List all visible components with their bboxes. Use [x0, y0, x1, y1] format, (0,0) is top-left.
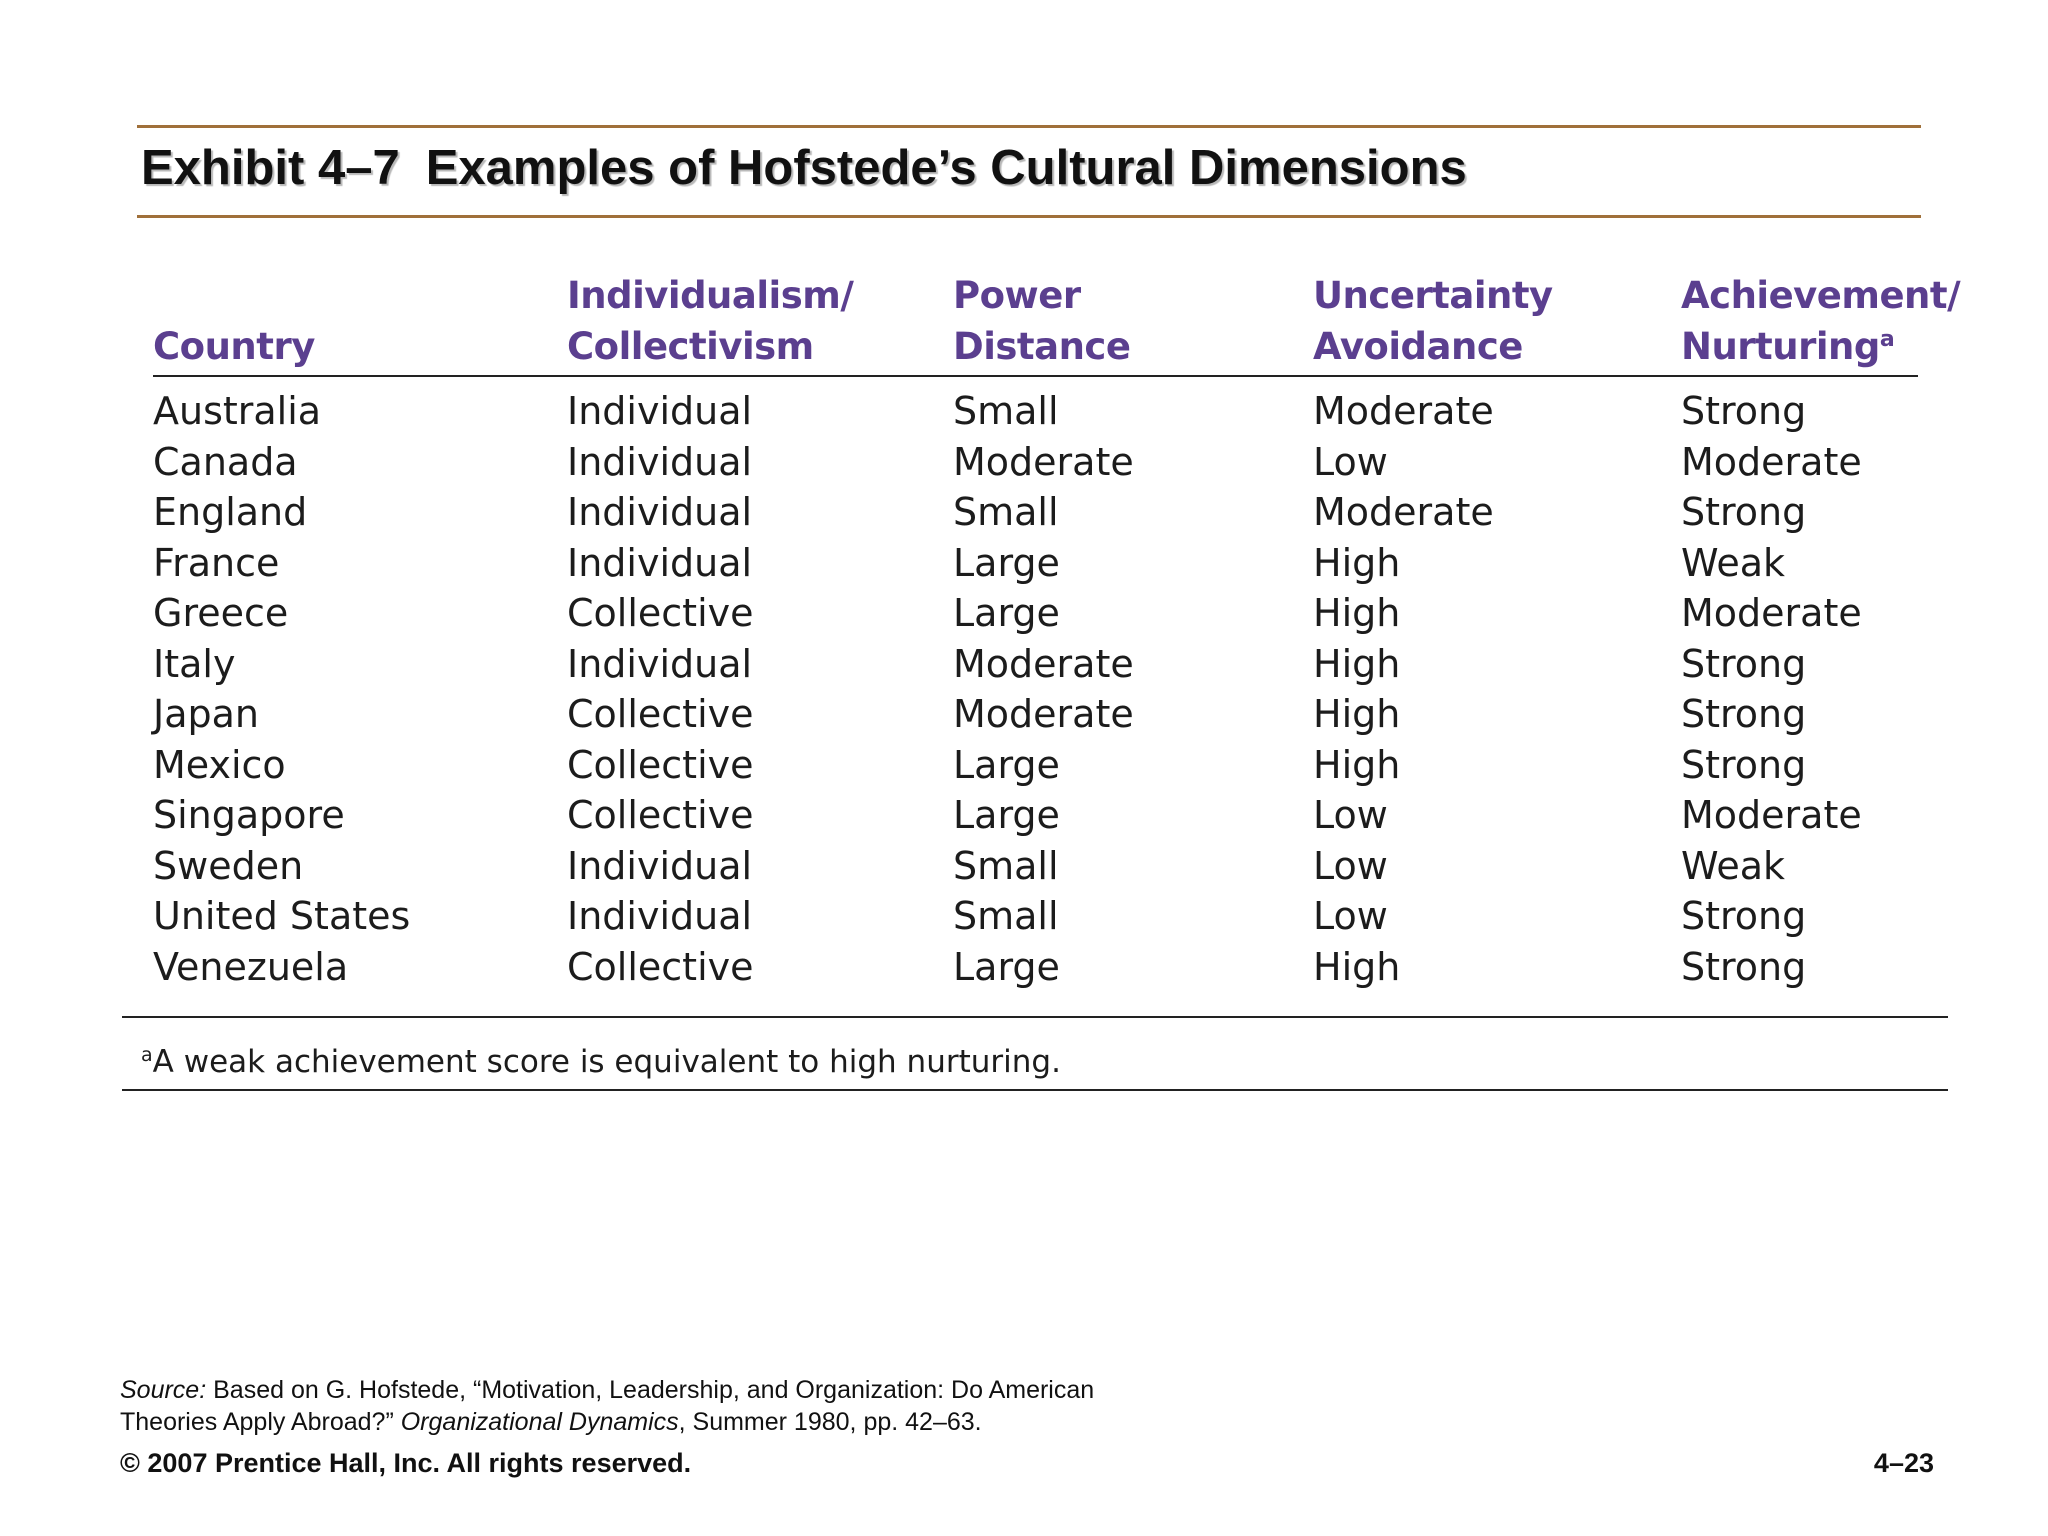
cell-power-distance: Small — [953, 490, 1059, 534]
cell-uncertainty-avoidance: High — [1313, 944, 1401, 989]
cell-individualism: Individual — [567, 641, 753, 686]
cell-individualism: Individual — [567, 490, 753, 534]
cell-individualism: Collective — [567, 591, 754, 635]
cell-individualism: Individual — [567, 439, 753, 484]
cell-country: Sweden — [153, 843, 304, 888]
table-bottom-rule — [122, 1016, 1948, 1018]
cell-achievement-nurturing: Weak — [1681, 540, 1786, 585]
cell-power-distance: Moderate — [953, 641, 1134, 686]
cell-country: Japan — [153, 692, 259, 736]
cell-power-distance: Large — [953, 591, 1060, 635]
cell-country: Canada — [153, 439, 298, 484]
cell-country: France — [153, 540, 280, 585]
cell-power-distance: Large — [953, 944, 1060, 989]
table-row — [0, 639, 2048, 689]
table-footnote: $^a$A weak achievement score is equivalent to high nurturing. — [141, 1044, 1061, 1080]
source-label: Source: — [120, 1376, 207, 1404]
cell-country: Singapore — [153, 793, 345, 837]
copyright-notice: © 2007 Prentice Hall, Inc. All rights reserved. — [120, 1448, 692, 1478]
cell-uncertainty-avoidance: Low — [1313, 843, 1388, 888]
cell-achievement-nurturing: Strong — [1681, 692, 1807, 736]
cell-uncertainty-avoidance: Moderate — [1313, 389, 1494, 433]
cell-power-distance: Moderate — [953, 692, 1134, 736]
cell-individualism: Collective — [567, 742, 754, 787]
cell-uncertainty-avoidance: Low — [1313, 793, 1388, 837]
footnote-marker: a — [141, 1044, 153, 1066]
cell-achievement-nurturing: Moderate — [1681, 793, 1862, 837]
table-row — [0, 891, 2048, 941]
header-uncertainty-avoidance: Uncertainty Avoidance — [1313, 274, 1553, 368]
cell-uncertainty-avoidance: High — [1313, 692, 1401, 736]
table-row — [0, 740, 2048, 790]
cell-country: Greece — [153, 591, 289, 635]
table-row — [0, 588, 2048, 638]
exhibit-number: Exhibit 4–7 — [141, 141, 400, 195]
cell-power-distance: Moderate — [953, 439, 1134, 484]
exhibit-title: Examples of Hofstede’s Cultural Dimensions — [425, 141, 1467, 195]
cell-country: Australia — [153, 389, 322, 433]
journal-name: Organizational Dynamics — [400, 1408, 679, 1436]
cell-individualism: Individual — [567, 894, 753, 938]
cell-uncertainty-avoidance: High — [1313, 641, 1401, 686]
cell-individualism: Collective — [567, 944, 754, 989]
header-country: Country — [153, 325, 315, 368]
header-underline — [153, 375, 1918, 377]
cell-country: England — [153, 490, 308, 534]
cell-uncertainty-avoidance: Moderate — [1313, 490, 1494, 534]
table-row — [0, 942, 2048, 992]
header-individualism: Individualism/ Collectivism — [567, 274, 854, 368]
cell-individualism: Individual — [567, 843, 753, 888]
page-number: 4–23 — [1873, 1448, 1934, 1478]
header-achievement-nurturing: Achievement/ Nurturing$^a$ — [1681, 274, 1961, 368]
cell-achievement-nurturing: Strong — [1681, 742, 1807, 787]
cell-achievement-nurturing: Strong — [1681, 389, 1807, 433]
cell-power-distance: Large — [953, 793, 1060, 837]
table-row — [0, 841, 2048, 891]
cell-power-distance: Small — [953, 843, 1059, 888]
cell-achievement-nurturing: Moderate — [1681, 591, 1862, 635]
cell-power-distance: Small — [953, 389, 1059, 433]
cell-achievement-nurturing: Strong — [1681, 894, 1807, 938]
cell-uncertainty-avoidance: High — [1313, 591, 1401, 635]
table-row — [0, 689, 2048, 739]
cell-individualism: Individual — [567, 389, 753, 433]
cell-country: United States — [153, 894, 411, 938]
header-power-distance: Power Distance — [953, 274, 1131, 368]
cell-uncertainty-avoidance: Low — [1313, 894, 1388, 938]
table-row — [0, 386, 2048, 436]
cell-country: Mexico — [153, 742, 286, 787]
table-row — [0, 487, 2048, 537]
cell-individualism: Collective — [567, 793, 754, 837]
cell-power-distance: Large — [953, 742, 1060, 787]
cell-uncertainty-avoidance: High — [1313, 540, 1401, 585]
cell-power-distance: Small — [953, 894, 1059, 938]
title-bottom-rule — [137, 215, 1921, 218]
footnote-bottom-rule — [122, 1089, 1948, 1091]
footnote-marker: a — [1879, 327, 1895, 352]
cell-individualism: Individual — [567, 540, 753, 585]
table-row — [0, 538, 2048, 588]
cell-achievement-nurturing: Strong — [1681, 641, 1807, 686]
source-citation: Source: Based on G. Hofstede, “Motivation, Leadership, and Organization: Do American Theories Apply Abroad?” Organizational Dynamics, Summer 1980, pp. 42–63. — [120, 1376, 1095, 1436]
cell-uncertainty-avoidance: High — [1313, 742, 1401, 787]
cell-power-distance: Large — [953, 540, 1060, 585]
cell-achievement-nurturing: Strong — [1681, 944, 1807, 989]
cell-country: Venezuela — [153, 944, 349, 989]
cell-uncertainty-avoidance: Low — [1313, 439, 1388, 484]
table-row — [0, 790, 2048, 840]
cell-individualism: Collective — [567, 692, 754, 736]
cell-achievement-nurturing: Moderate — [1681, 439, 1862, 484]
title-top-rule — [137, 125, 1921, 128]
cell-achievement-nurturing: Weak — [1681, 843, 1786, 888]
page-title — [141, 138, 1467, 198]
table-row — [0, 437, 2048, 487]
cell-achievement-nurturing: Strong — [1681, 490, 1807, 534]
cell-country: Italy — [153, 641, 236, 686]
